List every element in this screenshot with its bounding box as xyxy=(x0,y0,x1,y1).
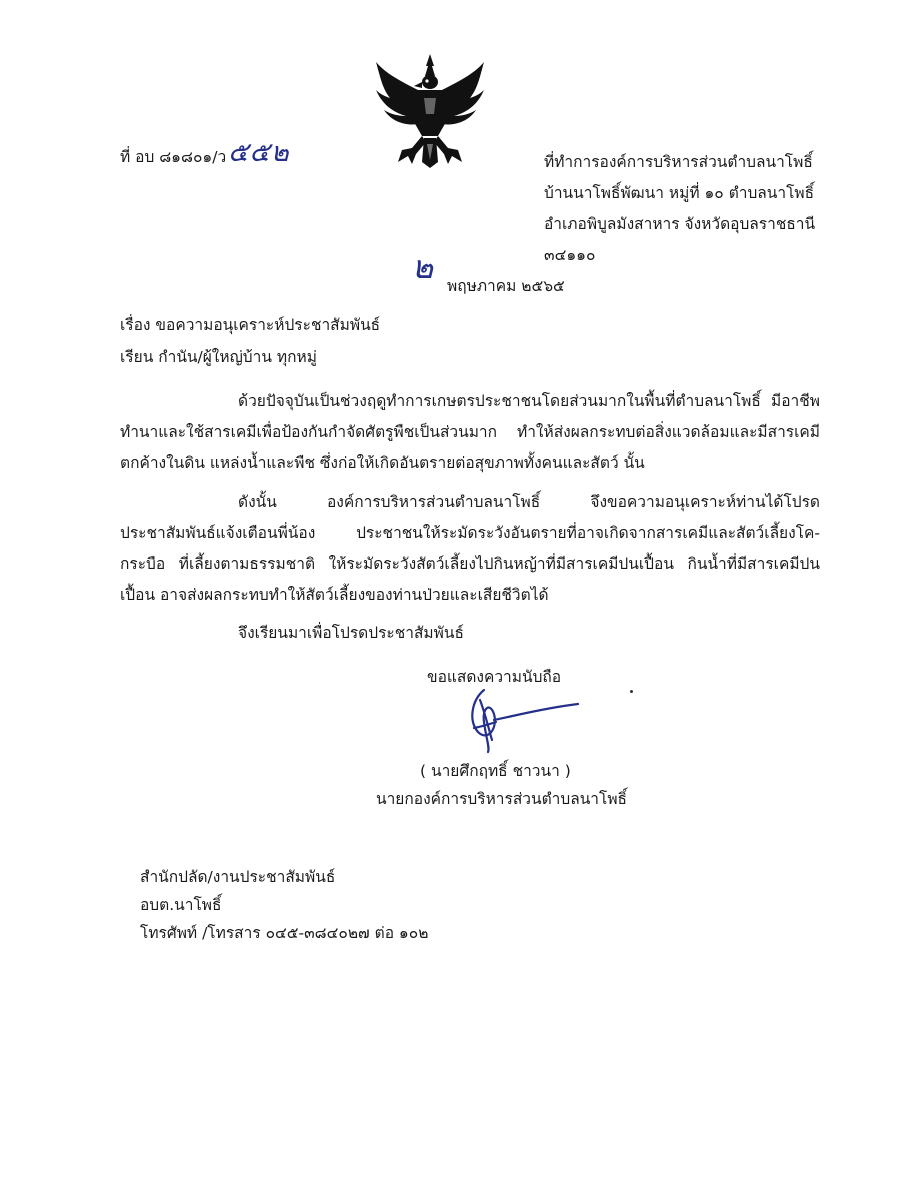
ink-dot xyxy=(630,690,633,693)
regards-line: ขอแสดงความนับถือ xyxy=(427,668,562,686)
sender-address-line-2: บ้านนาโพธิ์พัฒนา หมู่ที่ ๑๐ ตำบลนาโพธิ์ xyxy=(544,184,815,202)
body-paragraph-2: ดังนั้น องค์การบริหารส่วนตำบลนาโพธิ์ จึงขอความอนุเคราะห์ท่านได้โปรดประชาสัมพันธ์แจ้งเตือนพี่น้อง ประชาชนให้ระมัดระวังอันตรายที่อาจเกิดจากสารเคมีและสัตว์เลี้ยงโค-กระบือ ที่เลี้ยงตามธรรมชาติ ให้ระมัดระวังสัตว์เลี้ยงไปกินหญ้าที่มีสารเคมีปนเปื้อน กินน้ำที่มีสารเคมีปนเปื้อน อาจส่งผลกระทบทำให้สัตว์เลี้ยงของท่านป่วยและเสียชีวิตได้ xyxy=(120,493,820,604)
footer-department: สำนักปลัด/งานประชาสัมพันธ์ xyxy=(140,868,336,886)
sender-postal-code: ๓๔๑๑๐ xyxy=(544,246,596,264)
subject-line: เรื่อง ขอความอนุเคราะห์ประชาสัมพันธ์ xyxy=(120,316,381,334)
garuda-emblem-icon xyxy=(372,52,488,170)
footer-phone-fax: โทรศัพท์ /โทรสาร ๐๔๕-๓๘๔๐๒๗ ต่อ ๑๐๒ xyxy=(140,924,429,942)
body-paragraph-1: ด้วยปัจจุบันเป็นช่วงฤดูทำการเกษตรประชาชนโดยส่วนมากในพื้นที่ตำบลนาโพธิ์ มีอาชีพทำนาและใช้สารเคมีเพื่อป้องกันกำจัดศัตรูพืชเป็นส่วนมาก ทำให้ส่งผลกระทบต่อสิ่งแวดล้อมและมีสารเคมีตกค้างในดิน แหล่งน้ำและพืช ซึ่งก่อให้เกิดอันตรายต่อสุขภาพทั้งคนและสัตว์ นั้น xyxy=(120,392,820,472)
footer-organization: อบต.นาโพธิ์ xyxy=(140,896,222,914)
date-month-year: พฤษภาคม ๒๕๖๕ xyxy=(447,277,565,295)
salutation-line: เรียน กำนัน/ผู้ใหญ่บ้าน ทุกหมู่ xyxy=(120,348,317,366)
signer-name: ( นายศึกฤทธิ์ ชาวนา ) xyxy=(420,762,571,780)
closing-request: จึงเรียนมาเพื่อโปรดประชาสัมพันธ์ xyxy=(238,624,464,642)
date-day-handwritten: ๒ xyxy=(412,248,434,286)
signature-image xyxy=(454,680,594,760)
reference-number: ที่ อบ ๘๑๘๐๑/ว xyxy=(120,148,227,166)
sender-address-line-1: ที่ทำการองค์การบริหารส่วนตำบลนาโพธิ์ xyxy=(544,153,813,171)
reference-number-handwritten: ๕๕๒ xyxy=(228,137,290,168)
sender-address-line-3: อำเภอพิบูลมังสาหาร จังหวัดอุบลราชธานี xyxy=(544,215,816,233)
signer-title: นายกองค์การบริหารส่วนตำบลนาโพธิ์ xyxy=(376,790,628,808)
